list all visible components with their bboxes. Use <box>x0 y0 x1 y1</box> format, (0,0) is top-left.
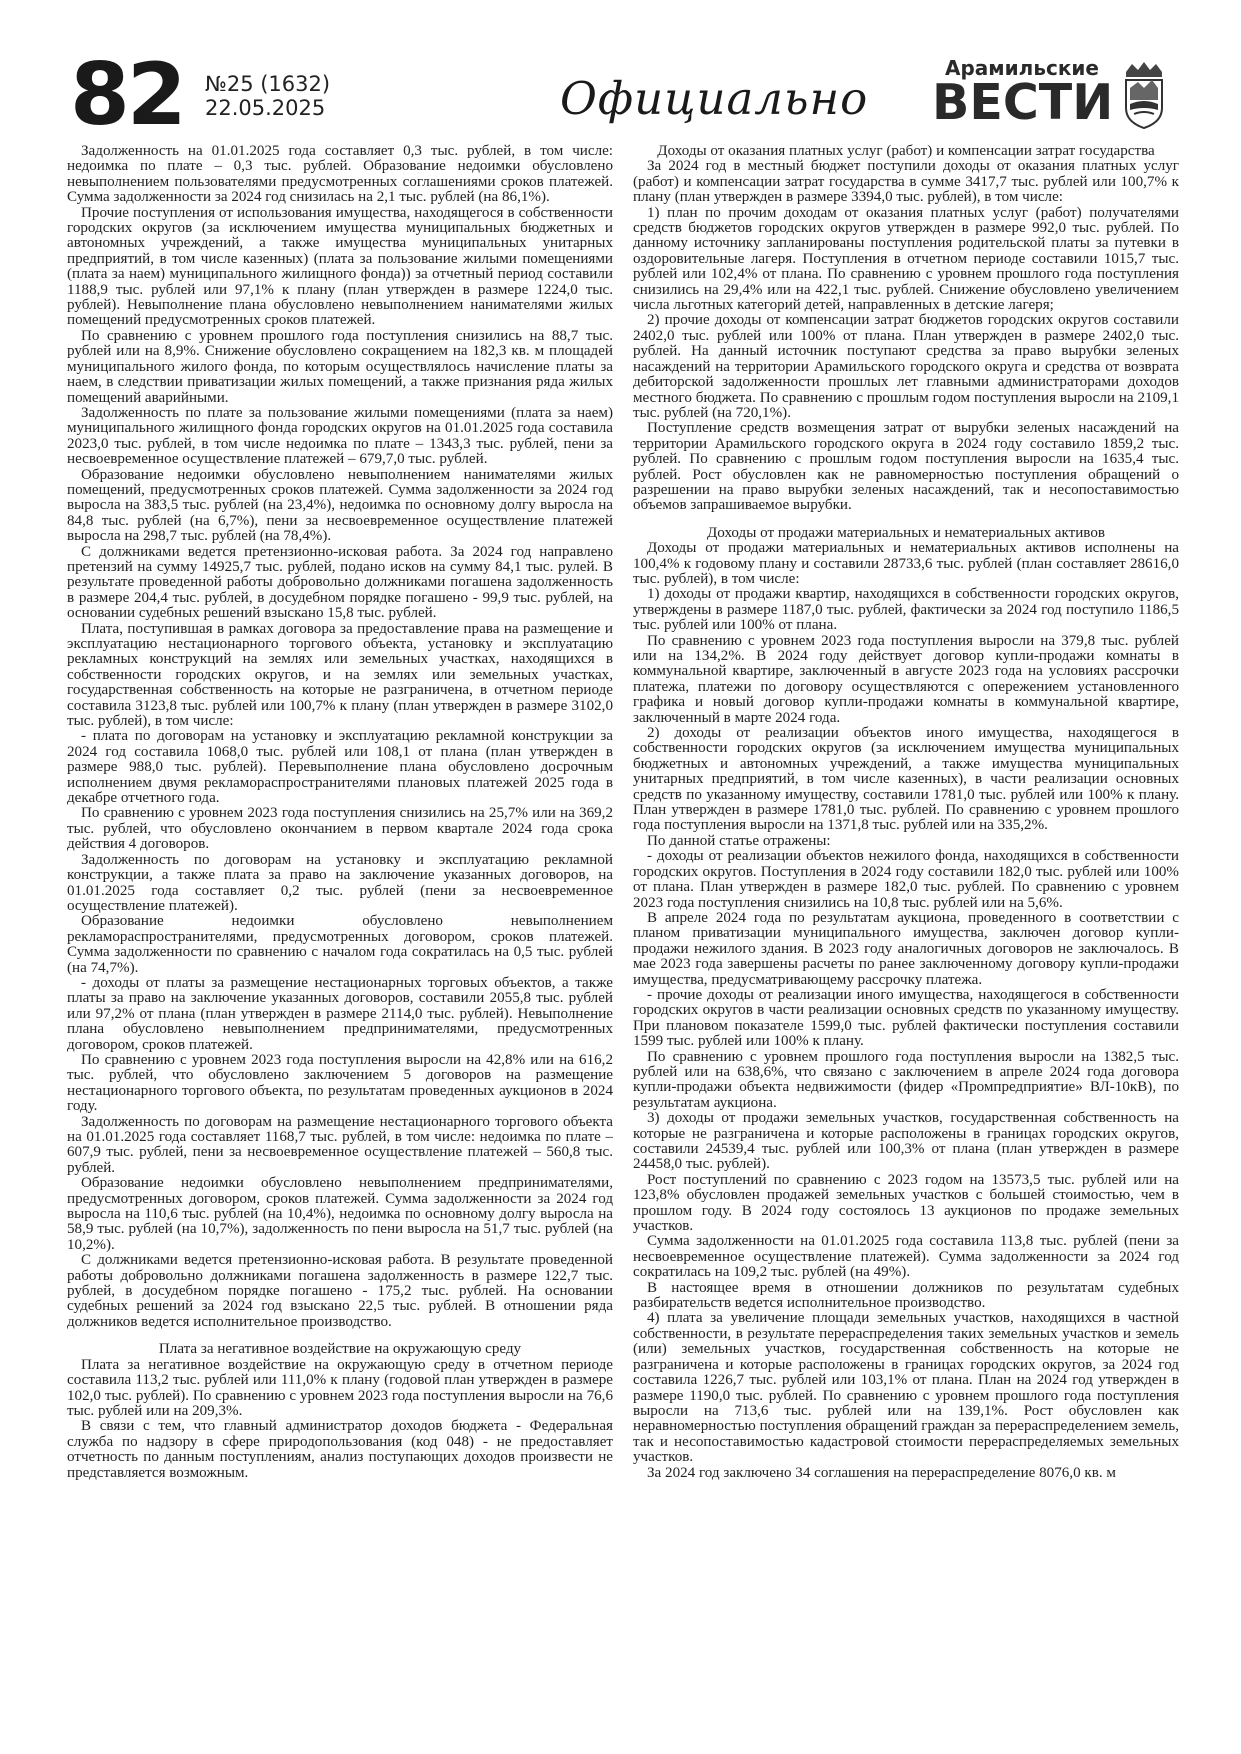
paragraph: С должниками ведется претензионно-исковая работа. За 2024 год направлено претензий на сумму 14925,7 тыс. рублей, подано исков на сумму 84,1 тыс. рулей. В результате проведенной работы добровольно должниками погашена задолженность в размере 204,4 тыс. рублей, в досудебном порядке погашено - 99,9 тыс. рублей, на основании судебных решений взыскано 15,8 тыс. рублей. <box>67 543 613 622</box>
paragraph: В связи с тем, что главный администратор доходов бюджета - Федеральная служба по надзору в сфере природопользования (код 048) - не предоставляет отчетность по данным поступлениям, анализ поступающих доходов произвести не представляется возможным. <box>67 1418 613 1481</box>
paragraph: Сумма задолженности на 01.01.2025 года составила 113,8 тыс. рублей (пени за несвоевременное осуществление платежей). Сумма задолженности за 2024 год сократилась на 109,2 тыс. рублей (на 49%). <box>633 1233 1179 1281</box>
paragraph: Задолженность по договорам на установку и эксплуатацию рекламной конструкции, а также плата за право на заключение указанных договоров, на 01.01.2025 года составляет 0,2 тыс. рублей (пени за несвоевременное осуществление платежей). <box>67 851 613 914</box>
subheading: Плата за негативное воздействие на окружающую среду <box>158 1341 522 1358</box>
paragraph: Задолженность на 01.01.2025 года составляет 0,3 тыс. рублей, в том числе: недоимка по плате – 0,3 тыс. рублей. Образование недоимки обусловлено невыполнением пользователями предусмотренных соглашениями сроков платежей. Сумма задолженности за 2024 год снизилась на 2,1 тыс. рублей (на 86,1%). <box>67 144 613 206</box>
paragraph: Доходы от продажи материальных и нематериальных активов исполнены на 100,4% к годовому плану и составили 28733,6 тыс. рублей (план составляет 28616,0 тыс. рублей), в том числе: <box>633 540 1179 587</box>
issue-date: 22.05.2025 <box>205 96 326 121</box>
left-column <box>67 144 613 1744</box>
subheading: Доходы от продажи материальных и нематериальных активов <box>706 524 1105 541</box>
paragraph: По сравнению с уровнем 2023 года поступления выросли на 379,8 тыс. рублей или на 134,2%. В 2024 году действует договор купли-продажи комнаты в коммунальной квартире, заключенный в августе 2023 года на условиях рассрочки платежа, платежи по договору осуществляются с опережением установленного графика и новый договор купли-продажи комнаты в коммунальной квартире, заключенный в марте 2024 года. <box>633 632 1179 726</box>
article-columns <box>67 144 1179 1744</box>
issue-info <box>205 72 330 120</box>
masthead-title: ВЕСТИ <box>932 74 1114 131</box>
paragraph: Задолженность по плате за пользование жилыми помещениями (плата за наем) муниципального жилищного фонда городских округов на 01.01.2025 года составила 2023,0 тыс. рублей, в том числе недоимка по плате – 1343,3 тыс. рублей, пени за несвоевременное осуществление платежей – 679,7,0 тыс. рублей. <box>67 404 613 468</box>
paragraph: Плата, поступившая в рамках договора за предоставление права на размещение и эксплуатацию нестационарного торгового объекта, установку и эксплуатацию рекламных конструкций на землях или земельных участках, находящихся в собственности городских округов, и на землях или земельных участках, государственная собственность на которые не разграничена, в отчетном периоде составила 3123,8 тыс. рублей или 100,7% к плану (план утвержден в размере 3102,0 тыс. рублей), в том числе: <box>67 620 613 730</box>
paragraph: 1) доходы от продажи квартир, находящихся в собственности городских округов, утверждены в размере 1187,0 тыс. рублей, фактически за 2024 год поступило 1186,5 тыс. рублей или 100% от плана. <box>633 586 1179 634</box>
paragraph: По сравнению с уровнем 2023 года поступления снизились на 25,7% или на 369,2 тыс. рублей, что обусловлено окончанием в первом квартале 2024 года срока действия 4 договоров. <box>67 805 613 853</box>
paragraph: За 2024 год заключено 34 соглашения на перераспределение 8076,0 кв. м <box>647 1464 1116 1481</box>
paragraph: По сравнению с уровнем 2023 года поступления выросли на 42,8% или на 616,2 тыс. рублей, что обусловлено заключением 5 договоров на размещение нестационарного торгового объекта, по результатам проведенных аукционов в 2024 году. <box>67 1051 613 1115</box>
paragraph: 3) доходы от продажи земельных участков, государственная собственность на которые не разграничена и которые расположены в границах городских округов, составили 24539,4 тыс. рублей или 100,3% от плана (план утвержден в размере 24458,0 тыс. рублей). <box>633 1110 1179 1173</box>
newspaper-masthead <box>932 56 1114 131</box>
paragraph: - плата по договорам на установку и эксплуатацию рекламной конструкции за 2024 год составила 1068,0 тыс. рублей или 108,1 от плана (план утвержден в размере 988,0 тыс. рублей). Перевыполнение плана обусловлено досрочным исполнением двумя рекламораспространителями плановых платежей 2025 года в декабре отчетного года. <box>67 728 613 807</box>
paragraph: Прочие поступления от использования имущества, находящегося в собственности городских округов (за исключением имущества муниципальных бюджетных и автономных учреждений, а также имущества муниципальных унитарных предприятий, в том числе казенных) (плата за пользование жилыми помещениями (плата за наем) муниципального жилищного фонда)) за отчетный период составили 1188,9 тыс. рублей или 97,1% к плану (план утвержден в размере 1224,0 тыс. рублей). Невыполнение плана обусловлено невыполнением нанимателями жилых помещений предусмотренных сроков платежей. <box>67 204 613 329</box>
paragraph: 1) план по прочим доходам от оказания платных услуг (работ) получателями средств бюджетов городских округов утвержден в размере 992,0 тыс. рублей. По данному источнику запланированы поступления родительской платы за путевки в оздоровительные лагеря. Поступления в отчетном периоде составили 1015,7 тыс. рублей или 102,4% от плана. По сравнению с уровнем прошлого года поступления снизились на 29,4% или на 422,1 тыс. рублей. Снижение обусловлено увеличением числа льготных категорий детей, направленных в детские лагеря; <box>633 204 1179 314</box>
paragraph: Образование недоимки обусловлено невыполнением предпринимателями, предусмотренных договором, сроков платежей. Сумма задолженности за 2024 год выросла на 110,6 тыс. рублей (на 10,4%), недоимка по основному долгу выросла на 58,9 тыс. рублей (на 10,7%), задолженность по пени выросла на 51,7 тыс. рублей (на 10,2%). <box>67 1175 613 1253</box>
paragraph: По данной статье отражены: <box>647 832 831 849</box>
paragraph: Рост поступлений по сравнению с 2023 годом на 13573,5 тыс. рублей или на 123,8% обусловлен продажей земельных участков с большей стоимостью, чем в прошлом году. В 2024 году состоялось 13 аукционов по продаже земельных участков. <box>633 1171 1179 1235</box>
subheading: Доходы от оказания платных услуг (работ) и компенсации затрат государства <box>657 144 1155 159</box>
paragraph: За 2024 год в местный бюджет поступили доходы от оказания платных услуг (работ) и компенсации затрат государства в сумме 3417,7 тыс. рублей или 100,7% к плану (план утвержден в размере 3394,0 тыс. рублей), в том числе: <box>633 158 1179 206</box>
paragraph: С должниками ведется претензионно-исковая работа. В результате проведенной работы добровольно должниками погашена задолженность в размере 122,7 тыс. рублей, в досудебном порядке погашено - 175,2 тыс. рублей. На основании судебных решений за 2024 год взыскано 22,5 тыс. рублей. В отношении ряда должников ведется исполнительное производство. <box>67 1252 613 1330</box>
page-header <box>0 0 1241 145</box>
paragraph: Образование недоимки обусловлено невыполнением рекламораспространителями, предусмотренных договором, сроков платежей. Сумма задолженности по сравнению с началом года сократилась на 0,5 тыс. рублей (на 74,7%). <box>67 913 613 976</box>
paragraph: По сравнению с уровнем прошлого года поступления выросли на 1382,5 тыс. рублей или на 638,6%, что связано с заключением в апреле 2024 года договора купли-продажи объекта недвижимости (фидер «Промпредприятие» ВЛ-10кВ), по результатам аукциона. <box>633 1048 1179 1111</box>
paragraph: - прочие доходы от реализации иного имущества, находящегося в собственности городских округов в части реализации основных средств по указанному имуществу. При плановом показателе 1599,0 тыс. рублей фактически поступления составили 1599 тыс. рублей или 100% к плану. <box>633 986 1179 1050</box>
paragraph: 4) плата за увеличение площади земельных участков, находящихся в частной собственности, в результате перераспределения таких земельных участков и земель (или) земельных участков, государственная собственность на которые не разграничена и которые расположены в границах городских округов, за 2024 год составила 1226,7 тыс. рублей или 103,1% от плана. План на 2024 год утвержден в размере 1190,0 тыс. рублей. По сравнению с уровнем прошлого года поступления выросли на 713,6 тыс. рублей или на 139,1%. Рост обусловлен как неравномерностью поступления обращений граждан за перераспределением земель, так и несопоставимостью кадастровой стоимости перераспределяемых земельных участков. <box>633 1310 1179 1466</box>
paragraph: Поступление средств возмещения затрат от вырубки зеленых насаждений на территории Арамильского городского округа в 2024 году составило 1859,2 тыс. рублей. По сравнению с прошлым годом поступления выросли на 1635,4 тыс. рублей. Рост обусловлен как не равномерностью поступления обращений о разрешении на право вырубки зеленых насаждений, так и несопоставимостью объемов запрашиваемое вырубки. <box>633 420 1179 514</box>
paragraph: 2) доходы от реализации объектов иного имущества, находящегося в собственности городских округов (за исключением имущества муниципальных бюджетных и автономных учреждений, а также имущества муниципальных унитарных предприятий, в том числе казенных), в части реализации основных средств по указанному имуществу, составили 1781,0 тыс. рублей или 100% к плану. План утвержден в размере 1781,0 тыс. рублей. По сравнению с уровнем прошлого года поступления выросли на 1371,8 тыс. рублей или на 335,2%. <box>633 725 1179 834</box>
paragraph: Плата за негативное воздействие на окружающую среду в отчетном периоде составила 113,2 тыс. рублей или 111,0% к плану (годовой план утвержден в размере 102,0 тыс. рублей). По сравнению с уровнем 2023 года поступления выросли на 76,6 тыс. рублей или на 209,3%. <box>67 1356 613 1419</box>
paragraph: В апреле 2024 года по результатам аукциона, проведенного в соответствии с планом приватизации муниципального имущества, заключен договор купли-продажи нежилого здания. В 2023 году аналогичных договоров не заключалось. В мае 2023 года завершены расчеты по ранее заключенному договору купли-продажи имущества, предусматривающему рассрочку платежа. <box>633 909 1179 988</box>
paragraph: В настоящее время в отношении должников по результатам судебных разбирательств ведется исполнительное производство. <box>633 1279 1179 1312</box>
paragraph: Образование недоимки обусловлено невыполнением нанимателями жилых помещений, предусмотренных сроков платежей. Сумма задолженности за 2024 год выросла на 383,5 тыс. рублей (на 23,4%), недоимка по основному долгу выросла на 84,8 тыс. рублей (на 6,7%), пени за несвоевременное осуществление платежей выросла на 298,7 тыс. рублей (на 78,4%). <box>67 466 613 545</box>
right-column <box>633 144 1179 1744</box>
masthead-top-line: Арамильские <box>945 56 1099 80</box>
paragraph: По сравнению с уровнем прошлого года поступления снизились на 88,7 тыс. рублей или на 8,9%. Снижение обусловлено сокращением на 182,3 кв. м площадей муниципального жилого фонда, по которым осуществлялось начисление платы за наем, в следствии приватизации жилых помещений, а также признания ряда жилых помещений аварийными. <box>67 327 613 406</box>
section-title: Официально <box>560 72 869 125</box>
coat-of-arms-icon <box>1120 58 1168 130</box>
paragraph: - доходы от реализации объектов нежилого фонда, находящихся в собственности городских округов. Поступления в 2024 году составили 182,0 тыс. рублей или 100% от плана. План утвержден в размере 182,0 тыс. рублей. По сравнению с уровнем 2023 года поступления снизились на 10,8 тыс. рублей или на 5,6%. <box>633 848 1179 911</box>
paragraph: 2) прочие доходы от компенсации затрат бюджетов городских округов составили 2402,0 тыс. рублей или 100% от плана. План утвержден в размере 2402,0 тыс. рублей. На данный источник поступают средства за право вырубки зеленых насаждений на территории Арамильского городского округа и средства от возврата дебиторской задолженности прошлых лет главными администраторами доходов местного бюджета. По сравнению с прошлым годом поступления выросли на 2109,1 тыс. рублей (на 720,1%). <box>633 312 1179 421</box>
issue-number: №25 (1632) <box>205 72 331 96</box>
paragraph: Задолженность по договорам на размещение нестационарного торгового объекта на 01.01.2025 года составляет 1168,7 тыс. рублей, в том числе: недоимка по плате – 607,9 тыс. рублей, пени за несвоевременное осуществление платежей – 560,8 тыс. рублей. <box>67 1113 613 1176</box>
page-number: 82 <box>70 45 184 145</box>
paragraph: - доходы от платы за размещение нестационарных торговых объектов, а также платы за право на заключение указанных договоров, составили 2055,8 тыс. рублей или 97,2% от плана (план утвержден в размере 2114,0 тыс. рублей). Невыполнение плана обусловлено невыполнением предпринимателями, предусмотренных договором, сроков платежей. <box>67 974 613 1053</box>
